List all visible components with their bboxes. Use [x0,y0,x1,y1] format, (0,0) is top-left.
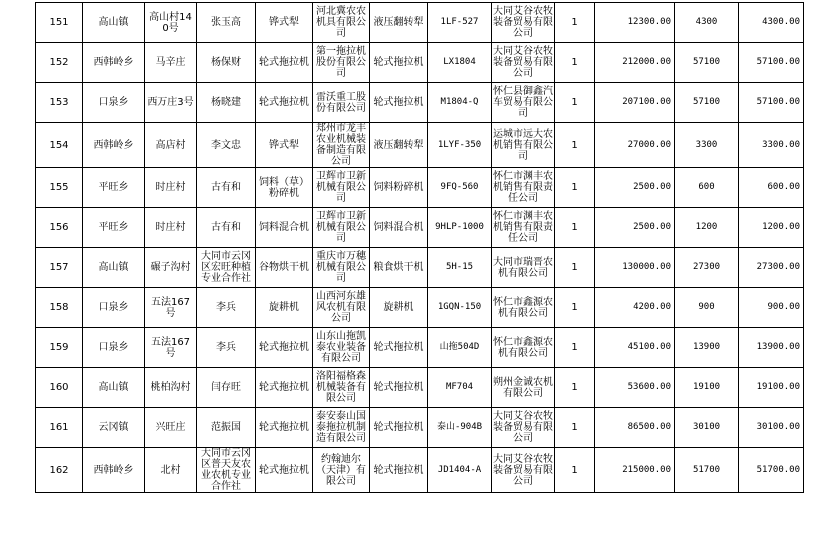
cell-subsidy-per-unit: 13900 [675,328,739,368]
cell-dealer: 怀仁市渊丰农机销售有限责任公司 [492,168,555,208]
table-row [36,208,804,248]
cell-manufacturer: 雷沃重工股份有限公司 [313,83,370,123]
cell-village: 西万庄3号 [145,83,197,123]
cell-dealer: 朔州金诚农机有限公司 [492,368,555,408]
cell-model: 1LF-527 [428,3,492,43]
cell-product-name: 饲料粉碎机 [370,168,428,208]
cell-buyer-name: 杨保财 [197,43,256,83]
cell-buyer-name: 大同市云冈区宏旺种植专业合作社 [197,248,256,288]
cell-manufacturer: 卫辉市卫新机械有限公司 [313,168,370,208]
cell-manufacturer: 山东山拖凯泰农业装备有限公司 [313,328,370,368]
cell-town: 西韩岭乡 [83,448,145,493]
cell-quantity: 1 [555,3,595,43]
cell-subsidy-total: 600.00 [739,168,804,208]
table-row [36,83,804,123]
cell-machine-category: 铧式犁 [256,3,313,43]
cell-sale-price: 207100.00 [595,83,675,123]
cell-machine-category: 谷物烘干机 [256,248,313,288]
cell-no: 151 [36,3,83,43]
cell-dealer: 大同艾谷农牧装备贸易有限公司 [492,3,555,43]
cell-manufacturer: 河北冀农农机具有限公司 [313,3,370,43]
cell-product-name: 轮式拖拉机 [370,43,428,83]
cell-buyer-name: 古有和 [197,208,256,248]
cell-sale-price: 2500.00 [595,208,675,248]
cell-buyer-name: 范振国 [197,408,256,448]
cell-village: 高山村140号 [145,3,197,43]
cell-sale-price: 4200.00 [595,288,675,328]
table-row [36,3,804,43]
cell-dealer: 怀仁市渊丰农机销售有限责任公司 [492,208,555,248]
cell-no: 152 [36,43,83,83]
cell-subsidy-total: 900.00 [739,288,804,328]
cell-town: 口泉乡 [83,288,145,328]
cell-subsidy-total: 51700.00 [739,448,804,493]
cell-subsidy-total: 4300.00 [739,3,804,43]
cell-machine-category: 轮式拖拉机 [256,408,313,448]
cell-buyer-name: 古有和 [197,168,256,208]
cell-village: 时庄村 [145,208,197,248]
cell-dealer: 大同市瑞晋农机有限公司 [492,248,555,288]
cell-sale-price: 27000.00 [595,123,675,168]
cell-quantity: 1 [555,208,595,248]
table-row [36,168,804,208]
cell-manufacturer: 山西河东雄风农机有限公司 [313,288,370,328]
cell-town: 西韩岭乡 [83,123,145,168]
cell-product-name: 旋耕机 [370,288,428,328]
cell-buyer-name: 李文忠 [197,123,256,168]
cell-quantity: 1 [555,248,595,288]
cell-sale-price: 215000.00 [595,448,675,493]
cell-model: M1804-Q [428,83,492,123]
cell-product-name: 轮式拖拉机 [370,83,428,123]
cell-subsidy-total: 1200.00 [739,208,804,248]
cell-machine-category: 饲料混合机 [256,208,313,248]
cell-model: 山拖504D [428,328,492,368]
cell-subsidy-per-unit: 51700 [675,448,739,493]
cell-no: 162 [36,448,83,493]
cell-town: 口泉乡 [83,83,145,123]
cell-subsidy-per-unit: 30100 [675,408,739,448]
cell-town: 平旺乡 [83,208,145,248]
cell-village: 桃柏沟村 [145,368,197,408]
cell-model: 1LYF-350 [428,123,492,168]
cell-model: 9HLP-1000 [428,208,492,248]
cell-model: 9FQ-560 [428,168,492,208]
table-row [36,368,804,408]
cell-product-name: 液压翻转犁 [370,123,428,168]
cell-buyer-name: 李兵 [197,328,256,368]
cell-quantity: 1 [555,408,595,448]
table-row [36,328,804,368]
cell-dealer: 怀仁市鑫源农机有限公司 [492,288,555,328]
cell-subsidy-per-unit: 19100 [675,368,739,408]
cell-buyer-name: 李兵 [197,288,256,328]
cell-village: 五法167号 [145,288,197,328]
cell-quantity: 1 [555,328,595,368]
cell-dealer: 大同艾谷农牧装备贸易有限公司 [492,43,555,83]
cell-subsidy-per-unit: 4300 [675,3,739,43]
cell-product-name: 轮式拖拉机 [370,448,428,493]
cell-manufacturer: 第一拖拉机股份有限公司 [313,43,370,83]
cell-machine-category: 轮式拖拉机 [256,328,313,368]
cell-machine-category: 铧式犁 [256,123,313,168]
cell-quantity: 1 [555,168,595,208]
cell-product-name: 粮食烘干机 [370,248,428,288]
cell-model: 泰山-904B [428,408,492,448]
cell-subsidy-total: 57100.00 [739,83,804,123]
cell-subsidy-per-unit: 27300 [675,248,739,288]
cell-buyer-name: 张玉高 [197,3,256,43]
cell-quantity: 1 [555,83,595,123]
cell-no: 161 [36,408,83,448]
cell-quantity: 1 [555,43,595,83]
cell-sale-price: 12300.00 [595,3,675,43]
cell-manufacturer: 重庆市万穗机械有限公司 [313,248,370,288]
cell-manufacturer: 卫辉市卫新机械有限公司 [313,208,370,248]
cell-no: 158 [36,288,83,328]
cell-no: 160 [36,368,83,408]
cell-sale-price: 130000.00 [595,248,675,288]
cell-subsidy-per-unit: 900 [675,288,739,328]
cell-subsidy-per-unit: 57100 [675,83,739,123]
cell-subsidy-total: 27300.00 [739,248,804,288]
cell-subsidy-total: 57100.00 [739,43,804,83]
cell-machine-category: 轮式拖拉机 [256,83,313,123]
cell-machine-category: 轮式拖拉机 [256,368,313,408]
cell-sale-price: 86500.00 [595,408,675,448]
cell-dealer: 大同艾谷农牧装备贸易有限公司 [492,408,555,448]
cell-quantity: 1 [555,288,595,328]
cell-town: 高山镇 [83,368,145,408]
cell-product-name: 液压翻转犁 [370,3,428,43]
table-body [36,3,804,493]
cell-no: 155 [36,168,83,208]
cell-manufacturer: 郑州市龙丰农业机械装备制造有限公司 [313,123,370,168]
cell-subsidy-per-unit: 1200 [675,208,739,248]
cell-machine-category: 饲料（草）粉碎机 [256,168,313,208]
cell-village: 时庄村 [145,168,197,208]
cell-no: 159 [36,328,83,368]
cell-dealer: 怀仁县御鑫汽车贸易有限公司 [492,83,555,123]
cell-model: LX1804 [428,43,492,83]
cell-subsidy-total: 13900.00 [739,328,804,368]
cell-buyer-name: 闫存旺 [197,368,256,408]
cell-buyer-name: 大同市云冈区普天友农业农机专业合作社 [197,448,256,493]
cell-subsidy-per-unit: 57100 [675,43,739,83]
cell-product-name: 轮式拖拉机 [370,328,428,368]
cell-dealer: 大同艾谷农牧装备贸易有限公司 [492,448,555,493]
cell-village: 北村 [145,448,197,493]
table-row [36,408,804,448]
cell-sale-price: 212000.00 [595,43,675,83]
cell-machine-category: 旋耕机 [256,288,313,328]
cell-village: 碾子沟村 [145,248,197,288]
cell-manufacturer: 约翰迪尔（天津）有限公司 [313,448,370,493]
table-row [36,448,804,493]
cell-no: 153 [36,83,83,123]
subsidy-table-sheet [35,2,803,493]
cell-dealer: 怀仁市鑫源农机有限公司 [492,328,555,368]
cell-model: MF704 [428,368,492,408]
cell-quantity: 1 [555,123,595,168]
cell-village: 五法167号 [145,328,197,368]
cell-manufacturer: 洛阳福格森机械装备有限公司 [313,368,370,408]
cell-village: 高店村 [145,123,197,168]
cell-town: 口泉乡 [83,328,145,368]
cell-manufacturer: 泰安泰山国泰拖拉机制造有限公司 [313,408,370,448]
cell-town: 平旺乡 [83,168,145,208]
cell-subsidy-per-unit: 3300 [675,123,739,168]
cell-town: 高山镇 [83,248,145,288]
cell-buyer-name: 杨晓建 [197,83,256,123]
cell-town: 高山镇 [83,3,145,43]
cell-village: 马辛庄 [145,43,197,83]
cell-quantity: 1 [555,368,595,408]
table-row [36,288,804,328]
cell-model: JD1404-A [428,448,492,493]
cell-product-name: 饲料混合机 [370,208,428,248]
cell-town: 西韩岭乡 [83,43,145,83]
cell-dealer: 运城市远大农机销售有限公司 [492,123,555,168]
cell-sale-price: 45100.00 [595,328,675,368]
cell-quantity: 1 [555,448,595,493]
cell-machine-category: 轮式拖拉机 [256,448,313,493]
cell-sale-price: 53600.00 [595,368,675,408]
cell-no: 154 [36,123,83,168]
cell-town: 云冈镇 [83,408,145,448]
subsidy-table [35,2,804,493]
cell-sale-price: 2500.00 [595,168,675,208]
cell-subsidy-per-unit: 600 [675,168,739,208]
table-row [36,123,804,168]
cell-no: 157 [36,248,83,288]
table-row [36,43,804,83]
cell-village: 兴旺庄 [145,408,197,448]
cell-no: 156 [36,208,83,248]
cell-model: 1GQN-150 [428,288,492,328]
table-row [36,248,804,288]
cell-product-name: 轮式拖拉机 [370,408,428,448]
cell-subsidy-total: 3300.00 [739,123,804,168]
cell-product-name: 轮式拖拉机 [370,368,428,408]
cell-model: 5H-15 [428,248,492,288]
cell-machine-category: 轮式拖拉机 [256,43,313,83]
cell-subsidy-total: 30100.00 [739,408,804,448]
cell-subsidy-total: 19100.00 [739,368,804,408]
